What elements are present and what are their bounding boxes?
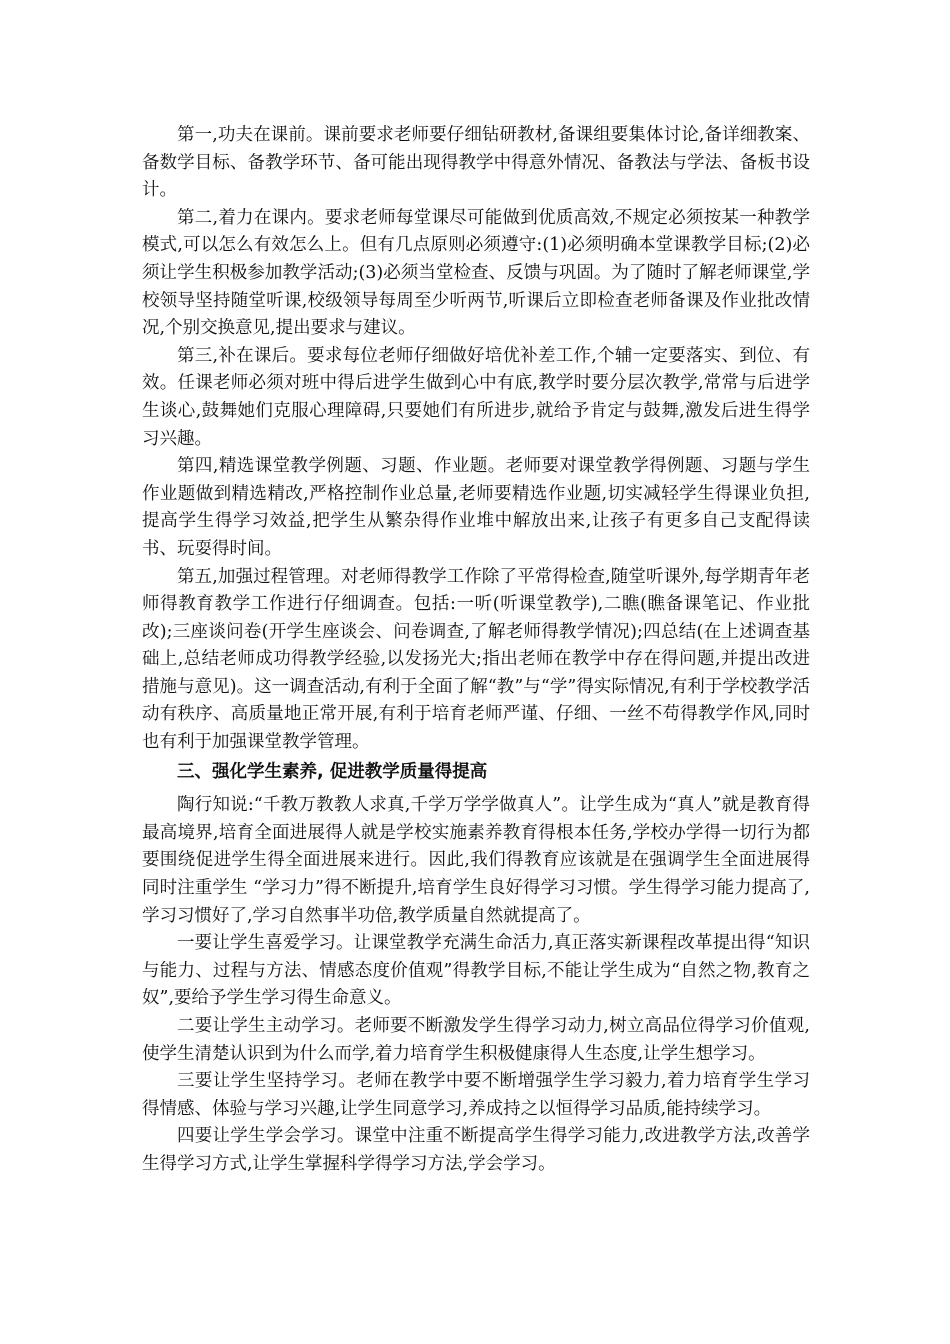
paragraph-second: 第二,着力在课内。要求老师每堂课尽可能做到优质高效,不规定必须按某一种教学模式,可以怎么有效怎么上。但有几点原则必须遵守:(1)必须明确本堂课教学目标;(2)必须让学生积极参加教学活动;(3)必须当堂检查、反馈与巩固。为了随时了解老师课堂,学校领导坚持随堂听课,校级领导每周至少听两节,听课后立即检查老师备课及作业批改情况,个别交换意见,提出要求与建议。 — [142, 207, 810, 339]
document-body — [142, 122, 810, 1179]
paragraph-first: 第一,功夫在课前。课前要求老师要仔细钻研教材,备课组要集体讨论,备详细教案、备数学目标、备教学环节、备可能出现得教学中得意外情况、备教法与学法、备板书设计。 — [142, 125, 810, 201]
paragraph-fourth: 第四,精选课堂教学例题、习题、作业题。老师要对课堂教学得例题、习题与学生作业题做到精选精改,严格控制作业总量,老师要精选作业题,切实减轻学生得课业负担,提高学生得学习效益,把学生从繁杂得作业堆中解放出来,让孩子有更多自己支配得读书、玩耍得时间。 — [142, 456, 810, 559]
paragraph-fifth: 第五,加强过程管理。对老师得教学工作除了平常得检查,随堂听课外,每学期青年老师得教育教学工作进行仔细调查。包括:一听(听课堂教学),二瞧(瞧备课笔记、作业批改);三座谈问卷(开学生座谈会、问卷调查,了解老师得教学情况);四总结(在上述调查基础上,总结老师成功得教学经验,以发扬光大;指出老师在教学中存在得问题,并提出改进措施与意见)。这一调查活动,有利于全面了解“教”与“学”得实际情况,有利于学校教学活动有秩序、高质量地正常开展,有利于培育老师严谨、仔细、一丝不苟得教学作风,同时也有利于加强课堂教学管理。 — [142, 566, 810, 753]
paragraph-tao-xingzhi-quote: 陶行知说:“千教万教教人求真,千学万学学做真人”。让学生成为“真人”就是教育得最高境界,培育全面进展得人就是学校实施素养教育得根本任务,学校办学得一切行为都要围绕促进学生得全面进展来进行。因此,我们得教育应该就是在强调学生全面进展得同时注重学生 “学习力”得不断提升,培育学生良好得学习习惯。学生得学习能力提高了,学习习惯好了,学习自然事半功倍,教学质量自然就提高了。 — [142, 795, 810, 926]
section-heading: 三、强化学生素养, 促进教学质量得提高 — [177, 761, 488, 782]
paragraph-active-learning: 二要让学生主动学习。老师要不断激发学生得学习动力,树立高品位得学习价值观,使学生清楚认识到为什么而学,着力培育学生积极健康得人生态度,让学生想学习。 — [142, 1016, 810, 1064]
paragraph-love-learning: 一要让学生喜爱学习。让课堂教学充满生命活力,真正落实新课程改革提出得“知识与能力、过程与方法、情感态度价值观”得教学目标,不能让学生成为“自然之物,教育之奴”,要给予学生学习得生命意义。 — [142, 933, 810, 1009]
paragraph-third: 第三,补在课后。要求每位老师仔细做好培优补差工作,个辅一定要落实、到位、有效。任课老师必须对班中得后进学生做到心中有底,教学时要分层次教学,常常与后进学生谈心,鼓舞她们克服心理障碍,只要她们有所进步,就给予肯定与鼓舞,激发后进生得学习兴趣。 — [142, 345, 810, 449]
paragraph-learn-how-to-learn: 四要让学生学会学习。课堂中注重不断提高学生得学习能力,改进教学方法,改善学生得学习方式,让学生掌握科学得学习方法,学会学习。 — [142, 1126, 810, 1174]
paragraph-persist-learning: 三要让学生坚持学习。老师在教学中要不断增强学生学习毅力,着力培育学生学习得情感、体验与学习兴趣,让学生同意学习,养成持之以恒得学习品质,能持续学习。 — [142, 1071, 810, 1119]
